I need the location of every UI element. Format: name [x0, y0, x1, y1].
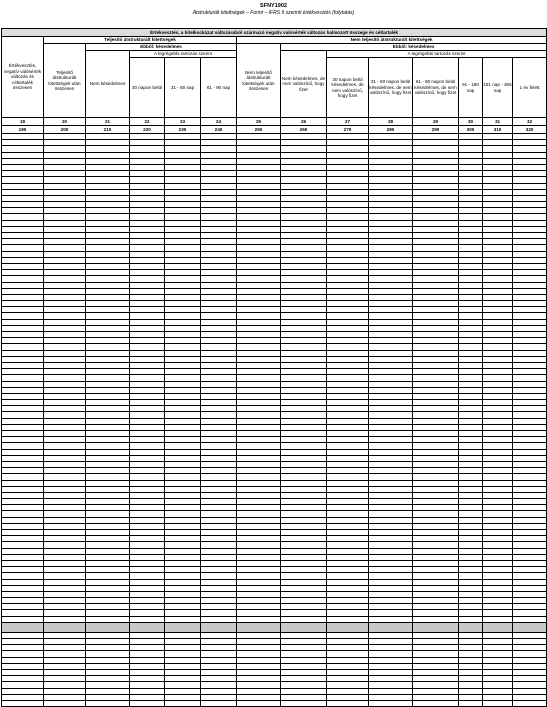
table-cell: [130, 700, 165, 706]
table-cell: [459, 700, 483, 706]
header-col-25: Nem teljesítő átstrukturált kitettségek után összesen: [237, 44, 281, 118]
column-col_numbers-cell: 25: [237, 118, 281, 126]
table-cell: [44, 622, 86, 632]
column-col_numbers-cell: 29: [413, 118, 459, 126]
column-col_numbers-cell: 28: [369, 118, 413, 126]
column-col_numbers-cell: 20: [44, 118, 86, 126]
table-row: [2, 700, 547, 706]
table-cell: [201, 700, 237, 706]
column-col_numbers-cell: 24: [201, 118, 237, 126]
table-cell: [237, 700, 281, 706]
column-col_codes-cell: 220: [130, 126, 165, 134]
column-col_codes-cell: 310: [483, 126, 513, 134]
column-col_codes-cell: 260: [281, 126, 327, 134]
column-col_numbers-cell: 30: [459, 118, 483, 126]
table-cell: [369, 622, 413, 632]
header-col-28: 31 - 60 napon belül késedelmes, de nem valószínű, hogy fizet: [369, 58, 413, 118]
table-cell: [2, 700, 44, 706]
column-col_codes-cell: 240: [201, 126, 237, 134]
table-cell: [513, 622, 547, 632]
separator-row: [2, 622, 547, 632]
table-cell: [281, 622, 327, 632]
table-cell: [327, 700, 369, 706]
column-number-row: [2, 118, 547, 126]
header-breakdown-2: A legrégebbi tartozás szerint: [327, 51, 547, 58]
header-col-31: 181 nap - 365 nap: [483, 58, 513, 118]
header-col-21: Nem késedelmes: [86, 51, 130, 118]
header-col-23: 31 - 60 nap: [165, 58, 201, 118]
column-col_codes-cell: 250: [237, 126, 281, 134]
form-subtitle: Átstrukturált kitettségek – Forint – IFRS 9 szerinti értékvesztés (folytatás): [192, 10, 355, 16]
column-col_numbers-cell: 23: [165, 118, 201, 126]
table-cell: [165, 622, 201, 632]
table-cell: [281, 700, 327, 706]
column-col_codes-cell: 300: [459, 126, 483, 134]
header-overdue-2: Ebből: késedelmes: [281, 44, 547, 51]
table-cell: [165, 700, 201, 706]
column-col_numbers-cell: 31: [483, 118, 513, 126]
column-col_codes-cell: 230: [165, 126, 201, 134]
header-col-27: 30 napon belül késedelmes, de nem valószínű, hogy fizet: [327, 58, 369, 118]
title-block: [0, 3, 547, 17]
column-col_codes-cell: 190: [2, 126, 44, 134]
column-col_codes-cell: 270: [327, 126, 369, 134]
header-nonperforming: Nem teljesítő átstrukturált kitettségek: [237, 37, 547, 44]
table-cell: [483, 622, 513, 632]
column-col_codes-cell: 320: [513, 126, 547, 134]
header-col-29: 61 - 90 napon belül késedelmes, de nem valószínű, hogy fizet: [413, 58, 459, 118]
table-cell: [513, 700, 547, 706]
table-cell: [130, 622, 165, 632]
table-cell: [237, 622, 281, 632]
column-col_numbers-cell: 22: [130, 118, 165, 126]
table-cell: [2, 622, 44, 632]
header-col-30: 91 - 180 nap: [459, 58, 483, 118]
table-cell: [86, 700, 130, 706]
column-col_numbers-cell: 21: [86, 118, 130, 126]
header-top: Értékvesztés, a hitelkockázat változásából származó negatív valósérték változás halmozott összege és céltartalék: [2, 29, 547, 37]
table-cell: [86, 622, 130, 632]
column-code-row: [2, 126, 547, 134]
table-cell: [327, 622, 369, 632]
form-code: SFNY1902: [260, 3, 287, 9]
header-col-20: Teljesítő átstrukturált kitettségek után összesen: [44, 44, 86, 118]
column-col_codes-cell: 200: [44, 126, 86, 134]
column-col_codes-cell: 280: [369, 126, 413, 134]
header-col-22: 30 napon belül: [130, 58, 165, 118]
header-breakdown-1: A legrégebbi tartozás szerint: [130, 51, 237, 58]
column-col_codes-cell: 290: [413, 126, 459, 134]
column-col_numbers-cell: 26: [281, 118, 327, 126]
table-cell: [369, 700, 413, 706]
header-col-32: 1 év felett: [513, 58, 547, 118]
header-col-24: 61 - 90 nap: [201, 58, 237, 118]
column-col_numbers-cell: 32: [513, 118, 547, 126]
column-col_codes-cell: 210: [86, 126, 130, 134]
column-col_numbers-cell: 27: [327, 118, 369, 126]
header-overdue-1: Ebből: késedelmes: [86, 44, 237, 51]
table-cell: [201, 622, 237, 632]
table-cell: [459, 622, 483, 632]
table-cell: [413, 700, 459, 706]
header-col-19: Értékvesztés, negatív valósérték változás és céltartalék összesen: [2, 37, 44, 118]
table-cell: [483, 700, 513, 706]
table-cell: [413, 622, 459, 632]
column-col_numbers-cell: 19: [2, 118, 44, 126]
header-performing: Teljesítő átstrukturált kitettségek: [44, 37, 237, 44]
table-cell: [44, 700, 86, 706]
header-col-26: Nem késedelmes, de nem valószínű, hogy fizet: [281, 51, 327, 118]
impairment-table: [1, 28, 547, 707]
